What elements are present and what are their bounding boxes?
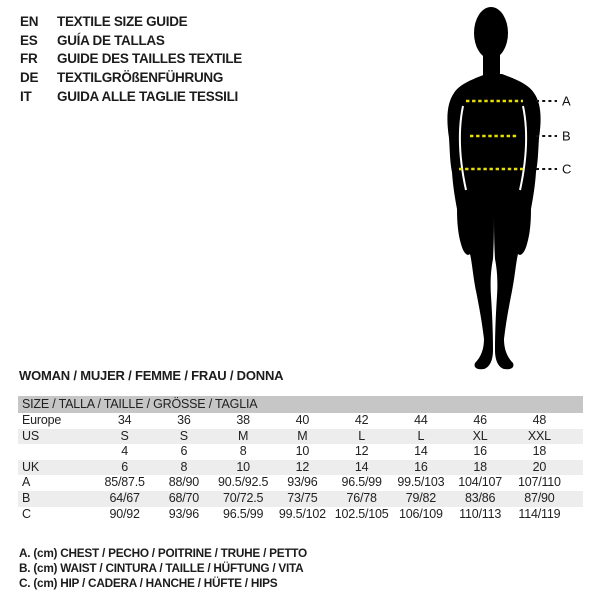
row-label bbox=[18, 444, 95, 460]
size-cell: 6 bbox=[180, 444, 188, 459]
table-header: SIZE / TALLA / TAILLE / GRÖSSE / TAGLIA bbox=[18, 396, 583, 413]
size-cell: 12 bbox=[295, 459, 310, 474]
size-cell: 36 bbox=[177, 413, 191, 427]
size-cell: 4 bbox=[121, 444, 128, 459]
table-row bbox=[18, 460, 583, 476]
language-label: TEXTILGRÖßENFÜHRUNG bbox=[57, 70, 224, 86]
language-row bbox=[20, 88, 242, 107]
row-label: A bbox=[22, 475, 31, 490]
table-row bbox=[18, 491, 583, 507]
marker-label-b: B bbox=[562, 128, 571, 144]
size-cell: 93/96 bbox=[168, 506, 200, 521]
woman-silhouette bbox=[425, 0, 600, 375]
size-cell: 107/110 bbox=[517, 475, 561, 490]
table-row bbox=[18, 413, 583, 429]
legend-line: B. (cm) WAIST / CINTURA / TAILLE / HÜFTUNG / VITA bbox=[19, 561, 304, 576]
row-label: US bbox=[22, 428, 39, 443]
size-cell: M bbox=[238, 428, 249, 443]
size-cell: 90/92 bbox=[109, 506, 140, 521]
size-cell: 104/107 bbox=[458, 475, 503, 490]
marker-label-a: A bbox=[562, 93, 571, 109]
size-cell: 79/82 bbox=[405, 490, 437, 505]
table-row bbox=[18, 507, 583, 523]
size-cell: 10 bbox=[236, 459, 250, 474]
size-cell: 38 bbox=[236, 413, 250, 427]
language-label: GUIDE DES TAILLES TEXTILE bbox=[57, 51, 243, 67]
size-cell: XL bbox=[472, 428, 488, 443]
size-cell: 44 bbox=[414, 413, 428, 427]
size-cell: XXL bbox=[527, 428, 551, 443]
row-label: Europe bbox=[22, 413, 62, 427]
silhouette-shape bbox=[447, 7, 540, 369]
language-code: DE bbox=[20, 70, 39, 86]
size-cell: 8 bbox=[239, 444, 247, 459]
language-row bbox=[20, 50, 242, 69]
size-cell: 73/75 bbox=[287, 490, 318, 505]
size-cell: S bbox=[120, 428, 129, 443]
language-label: GUÍA DE TALLAS bbox=[57, 32, 165, 48]
size-cell: 20 bbox=[532, 459, 547, 474]
size-cell: 110/113 bbox=[459, 506, 502, 521]
figure-area bbox=[425, 0, 600, 375]
size-cell: M bbox=[297, 428, 308, 443]
size-cell: 87/90 bbox=[524, 490, 555, 505]
size-cell: 83/86 bbox=[464, 490, 496, 505]
size-cell: 96.5/99 bbox=[341, 475, 382, 490]
size-cell: 16 bbox=[473, 444, 487, 459]
size-cell: 96.5/99 bbox=[222, 506, 264, 521]
size-cell: 106/109 bbox=[398, 506, 443, 521]
size-cell: 14 bbox=[354, 459, 369, 474]
size-cell: 85/87.5 bbox=[104, 475, 145, 490]
size-cell: 68/70 bbox=[168, 490, 200, 505]
size-cell: 114/119 bbox=[518, 506, 561, 521]
size-cell: 70/72.5 bbox=[222, 490, 264, 505]
table-row bbox=[18, 475, 583, 491]
marker-label-c: C bbox=[562, 161, 572, 177]
size-cell: 99.5/102 bbox=[278, 506, 326, 521]
size-cell: 8 bbox=[180, 459, 188, 474]
size-cell: 40 bbox=[295, 413, 310, 427]
measurement-legend bbox=[19, 546, 307, 592]
language-code: ES bbox=[20, 32, 38, 48]
size-cell: 46 bbox=[473, 413, 487, 427]
size-cell: L bbox=[417, 428, 425, 443]
size-table bbox=[18, 396, 583, 522]
size-cell: 12 bbox=[354, 444, 369, 459]
group-title: WOMAN / MUJER / FEMME / FRAU / DONNA bbox=[19, 368, 284, 383]
table-row bbox=[18, 429, 583, 445]
size-cell: 18 bbox=[473, 459, 487, 474]
size-cell: 88/90 bbox=[168, 475, 200, 490]
size-cell: 18 bbox=[532, 444, 547, 459]
size-cell: 90.5/92.5 bbox=[217, 475, 269, 490]
row-label: UK bbox=[22, 459, 39, 474]
size-cell: S bbox=[179, 428, 188, 443]
row-label: C bbox=[22, 506, 31, 521]
size-cell: 14 bbox=[414, 444, 428, 459]
size-cell: 48 bbox=[532, 413, 547, 427]
size-cell: 76/78 bbox=[346, 490, 377, 505]
size-cell: 102.5/105 bbox=[334, 506, 389, 521]
size-cell: 6 bbox=[121, 459, 128, 474]
legend-line: A. (cm) CHEST / PECHO / POITRINE / TRUHE / PETTO bbox=[19, 546, 307, 560]
language-label: GUIDA ALLE TAGLIE TESSILI bbox=[57, 88, 238, 104]
legend-line: C. (cm) HIP / CADERA / HANCHE / HÜFTE / HIPS bbox=[19, 576, 278, 591]
size-cell: 93/96 bbox=[287, 475, 318, 490]
row-label: B bbox=[22, 490, 31, 505]
size-cell: 99.5/103 bbox=[397, 475, 445, 490]
language-list bbox=[20, 13, 242, 107]
language-code: EN bbox=[20, 14, 39, 29]
table-rows bbox=[18, 413, 583, 522]
language-row bbox=[20, 69, 242, 88]
size-cell: 64/67 bbox=[109, 490, 140, 505]
size-cell: 10 bbox=[295, 444, 310, 459]
language-code: FR bbox=[20, 51, 38, 67]
size-cell: 34 bbox=[117, 413, 132, 427]
language-row bbox=[20, 13, 242, 32]
size-cell: 42 bbox=[354, 413, 369, 427]
language-code: IT bbox=[20, 88, 32, 104]
language-row bbox=[20, 32, 242, 51]
language-label: TEXTILE SIZE GUIDE bbox=[57, 14, 188, 29]
table-row bbox=[18, 444, 583, 460]
size-cell: 16 bbox=[414, 459, 428, 474]
size-cell: L bbox=[358, 428, 365, 443]
